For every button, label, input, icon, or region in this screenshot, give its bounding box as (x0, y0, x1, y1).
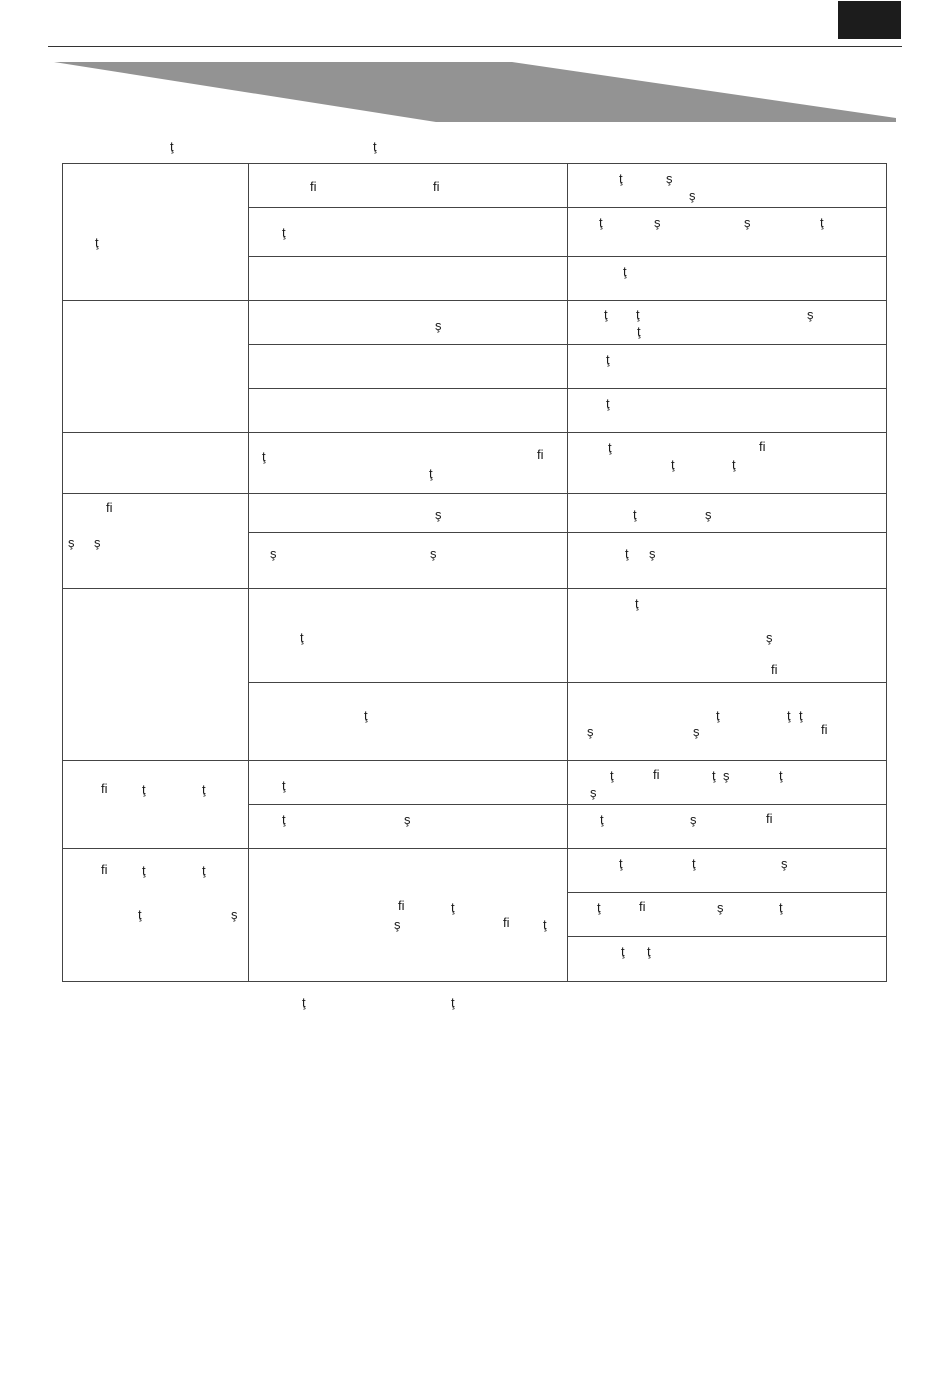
row-label-glyph: ş (94, 535, 101, 550)
row-label-glyph: ţ (142, 782, 146, 797)
cause-glyph: ş (430, 546, 437, 561)
intro-glyph: ţ (373, 139, 377, 154)
cause-glyph: ţ (429, 466, 433, 481)
cause-glyph: fi (537, 447, 544, 462)
remedy-glyph: ş (587, 724, 594, 739)
remedy-glyph: ţ (637, 324, 641, 339)
row-label-glyph: fi (101, 781, 108, 796)
row-label-glyph: fi (106, 500, 113, 515)
remedy-glyph: ş (693, 724, 700, 739)
remedy-glyph: ţ (606, 352, 610, 367)
row-label-glyph: fi (101, 862, 108, 877)
remedy-glyph: ş (590, 785, 597, 800)
remedy-glyph: fi (639, 899, 646, 914)
remedy-glyph: ş (807, 307, 814, 322)
footnote-glyph: ţ (302, 995, 306, 1010)
cause-glyph: ţ (282, 812, 286, 827)
remedy-glyph: ţ (619, 171, 623, 186)
cause-glyph: ţ (364, 708, 368, 723)
remedy-glyph: ţ (671, 457, 675, 472)
remedy-glyph: fi (771, 662, 778, 677)
cause-glyph: ţ (543, 917, 547, 932)
cause-glyph: ş (435, 507, 442, 522)
remedy-glyph: ţ (604, 307, 608, 322)
cause-glyph: ţ (282, 778, 286, 793)
remedy-glyph: ţ (647, 944, 651, 959)
remedy-glyph: ţ (619, 856, 623, 871)
cause-glyph: fi (398, 898, 405, 913)
row-label-glyph: ţ (138, 907, 142, 922)
remedy-glyph: ţ (636, 307, 640, 322)
cause-glyph: ş (394, 917, 401, 932)
remedy-glyph: ş (744, 215, 751, 230)
remedy-glyph: ţ (610, 768, 614, 783)
remedy-glyph: ţ (633, 507, 637, 522)
row-label-glyph: ţ (142, 863, 146, 878)
row-label-glyph: ţ (202, 863, 206, 878)
footnote-glyph: ţ (451, 995, 455, 1010)
remedy-glyph: ş (766, 630, 773, 645)
remedy-glyph: ţ (635, 596, 639, 611)
remedy-glyph: ţ (732, 457, 736, 472)
remedy-glyph: ţ (597, 900, 601, 915)
remedy-glyph: fi (821, 722, 828, 737)
remedy-glyph: ţ (692, 856, 696, 871)
cause-glyph: ţ (282, 225, 286, 240)
remedy-glyph: ş (781, 856, 788, 871)
remedy-glyph: ş (654, 215, 661, 230)
cause-glyph: fi (310, 179, 317, 194)
remedy-glyph: fi (653, 767, 660, 782)
remedy-glyph: ţ (779, 768, 783, 783)
remedy-glyph: ţ (799, 708, 803, 723)
cause-glyph: ş (435, 318, 442, 333)
remedy-glyph: ţ (600, 812, 604, 827)
row-label-glyph: ţ (202, 782, 206, 797)
cause-glyph: fi (503, 915, 510, 930)
remedy-glyph: ţ (712, 768, 716, 783)
row-label-glyph: ţ (95, 235, 99, 250)
remedy-glyph: ţ (606, 396, 610, 411)
remedy-glyph: ţ (608, 440, 612, 455)
remedy-glyph: ş (689, 188, 696, 203)
remedy-glyph: fi (766, 811, 773, 826)
intro-glyph: ţ (170, 139, 174, 154)
cause-glyph: ţ (451, 900, 455, 915)
remedy-glyph: fi (759, 439, 766, 454)
cause-glyph: ş (404, 812, 411, 827)
cause-glyph: ţ (262, 449, 266, 464)
remedy-glyph: ţ (716, 708, 720, 723)
remedy-glyph: ş (649, 546, 656, 561)
remedy-glyph: ţ (599, 215, 603, 230)
remedy-glyph: ş (705, 507, 712, 522)
cause-glyph: ş (270, 546, 277, 561)
remedy-glyph: ţ (621, 944, 625, 959)
remedy-glyph: ş (690, 812, 697, 827)
remedy-glyph: ţ (625, 546, 629, 561)
remedy-glyph: ţ (787, 708, 791, 723)
remedy-glyph: ş (666, 171, 673, 186)
remedy-glyph: ţ (623, 264, 627, 279)
remedy-glyph: ş (717, 900, 724, 915)
row-label-glyph: ş (231, 907, 238, 922)
row-label-glyph: ş (68, 535, 75, 550)
remedy-glyph: ţ (820, 215, 824, 230)
remedy-glyph: ţ (779, 900, 783, 915)
cause-glyph: ţ (300, 630, 304, 645)
remedy-glyph: ş (723, 768, 730, 783)
cause-glyph: fi (433, 179, 440, 194)
